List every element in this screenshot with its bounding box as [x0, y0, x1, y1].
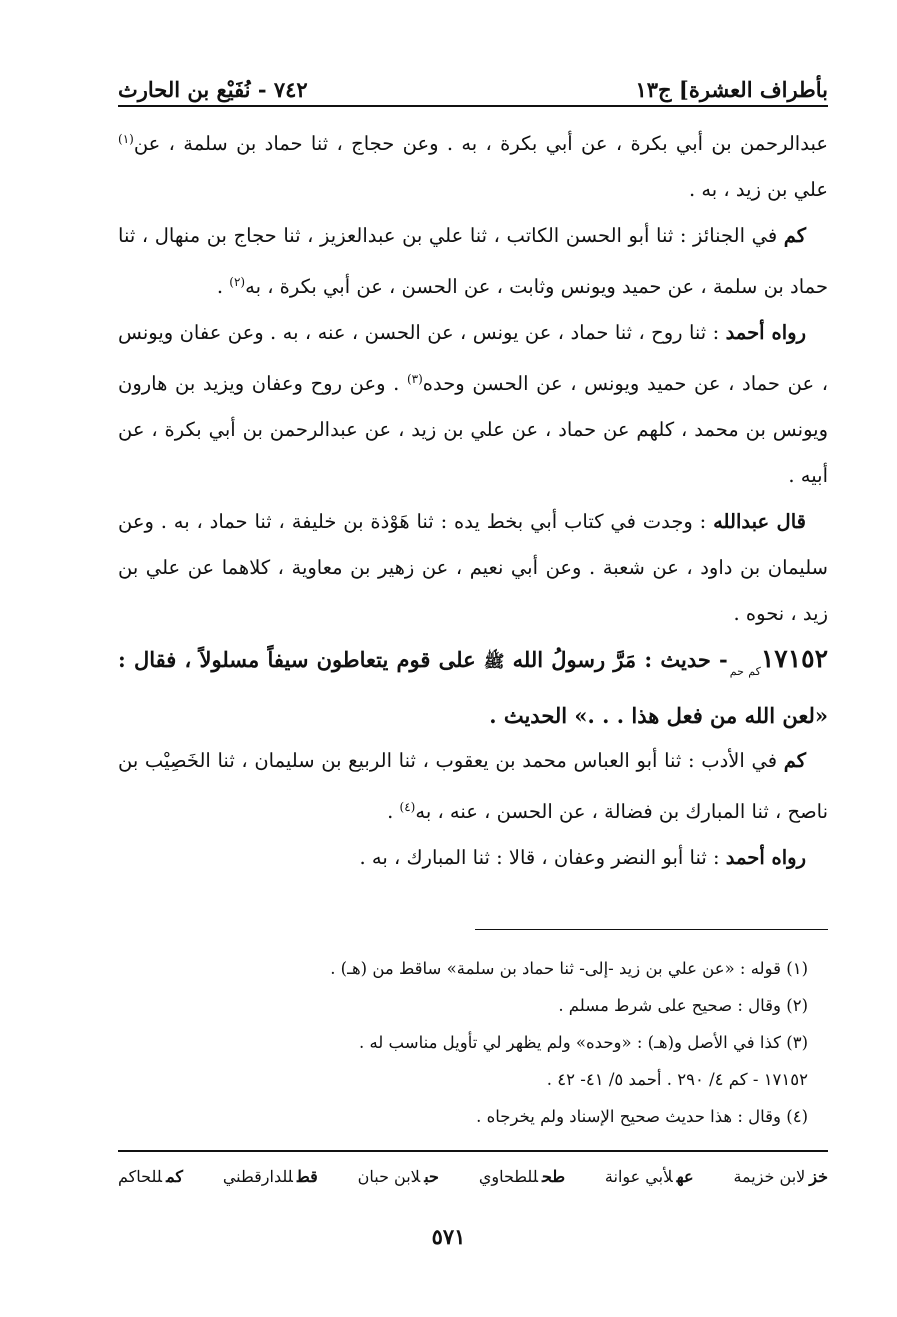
page-number: ٥٧١	[431, 1224, 466, 1249]
hadith-entry	[118, 637, 828, 738]
paragraph-1-text-b: علي بن زيد ، به .	[688, 178, 828, 201]
paragraph-5-text-b: .	[387, 800, 400, 823]
footnote-marker-3: (٣)	[406, 372, 423, 386]
paragraph-4-text: : وجدت في كتاب أبي بخط يده : ثنا هَوْذة بن خليفة ، ثنا حماد ، به . وعن سليمان بن داود ، عن شعبة . وعن أبي نعيم ، عن زهير بن معاوية ، كلاهما عن علي بن زيد ، نحوه .	[118, 510, 828, 625]
footnote-2: (٢) وقال : صحيح على شرط مسلم .	[558, 996, 808, 1015]
abbreviations-divider	[118, 1150, 828, 1152]
footnote-1: (١) قوله : «عن علي بن زيد -إلى- ثنا حماد بن سلمة» ساقط من (هـ) .	[330, 959, 808, 978]
abbreviations-key	[118, 1162, 828, 1192]
source-code-kam: كم	[783, 224, 806, 247]
paragraph-3-text-a: : ثنا روح ، ثنا حماد ، عن يونس ، عن الحسن ، عنه ، به . وعن عفان ويونس ، عن حماد ، عن حميد ويونس ، عن الحسن وحده	[118, 321, 829, 395]
footnote-marker-4: (٤)	[399, 800, 416, 814]
hadith-text-a: - حديث : مَرَّ رسولُ الله	[504, 647, 728, 672]
paragraph-2	[118, 213, 828, 310]
paragraph-3	[118, 310, 828, 499]
footnote-reference: ١٧١٥٢ - كم ٤/ ٢٩٠ . أحمد ٥/ ٤١- ٤٢ .	[546, 1070, 808, 1089]
footnotes	[118, 950, 808, 1135]
hadith-text-b: على قوم يتعاطون سيفاً مسلولاً ، فقال : «لعن الله من فعل هذا . . .» الحديث .	[118, 647, 828, 728]
narration-lead: قال عبدالله	[713, 510, 806, 533]
header-volume-title: بأطراف العشرة] ج١٣	[635, 77, 828, 102]
header-entry-title: ٧٤٢ - نُفَيْع بن الحارث	[118, 77, 308, 102]
footnote-marker-1: (١)	[118, 132, 134, 146]
paragraph-2-text-b: .	[216, 275, 230, 298]
paragraph-3-text-b: . وعن روح وعفان ويزيد بن هارون ويونس بن محمد ، كلهم عن حماد ، عن علي بن زيد ، عن عبدالرحمن بن أبي بكرة ، عن أبيه .	[118, 372, 828, 487]
footnote-3: (٣) كذا في الأصل و(هـ) : «وحده» ولم يظهر لي تأويل مناسب له .	[358, 1033, 808, 1052]
paragraph-1-text-a: عبدالرحمن بن أبي بكرة ، عن أبي بكرة ، به . وعن حجاج ، ثنا حماد بن سلمة ، عن	[133, 132, 828, 155]
source-code-kam: كم	[783, 749, 806, 772]
header-divider	[118, 105, 828, 107]
footnote-marker-2: (٢)	[229, 275, 246, 289]
abbrev-item: قطللدارقطني	[222, 1167, 318, 1186]
paragraph-6	[118, 835, 828, 881]
paragraph-5	[118, 738, 828, 835]
paragraph-6-text: : ثنا أبو النضر وعفان ، قالا : ثنا المبارك ، به .	[359, 846, 726, 869]
paragraph-4	[118, 499, 828, 637]
abbrev-item: عهلأبي عوانة	[604, 1167, 694, 1186]
hadith-number: ١٧١٥٢	[760, 644, 828, 673]
footnote-divider	[475, 929, 828, 930]
main-text	[118, 116, 828, 881]
abbrev-item: طحللطحاوي	[478, 1167, 566, 1186]
salutation-glyph: ﷺ	[483, 652, 505, 672]
paragraph-1	[118, 116, 828, 213]
abbrev-item: حبلابن حبان	[357, 1167, 439, 1186]
footnote-4: (٤) وقال : هذا حديث صحيح الإسناد ولم يخرجاه .	[476, 1107, 808, 1126]
running-header	[118, 52, 828, 100]
hadith-source-tag: كم حم	[729, 665, 761, 678]
paragraph-5-text-a: في الأدب : ثنا أبو العباس محمد بن يعقوب ، ثنا الربيع بن سليمان ، ثنا الخَصِيْب بن ناصح ، ثنا المبارك بن فضالة ، عن الحسن ، عنه ، به	[118, 749, 828, 823]
abbrev-item: كمللحاكم	[118, 1167, 183, 1186]
narration-lead: رواه أحمد	[725, 846, 806, 869]
paragraph-2-text-a: في الجنائز : ثنا أبو الحسن الكاتب ، ثنا علي بن عبدالعزيز ، ثنا حجاج بن منهال ، ثنا حماد بن سلمة ، عن حميد ويونس وثابت ، عن الحسن ، عن أبي بكرة ، به	[118, 224, 828, 298]
abbrev-item: خزلابن خزيمة	[733, 1167, 828, 1186]
narration-lead: رواه أحمد	[725, 321, 806, 344]
